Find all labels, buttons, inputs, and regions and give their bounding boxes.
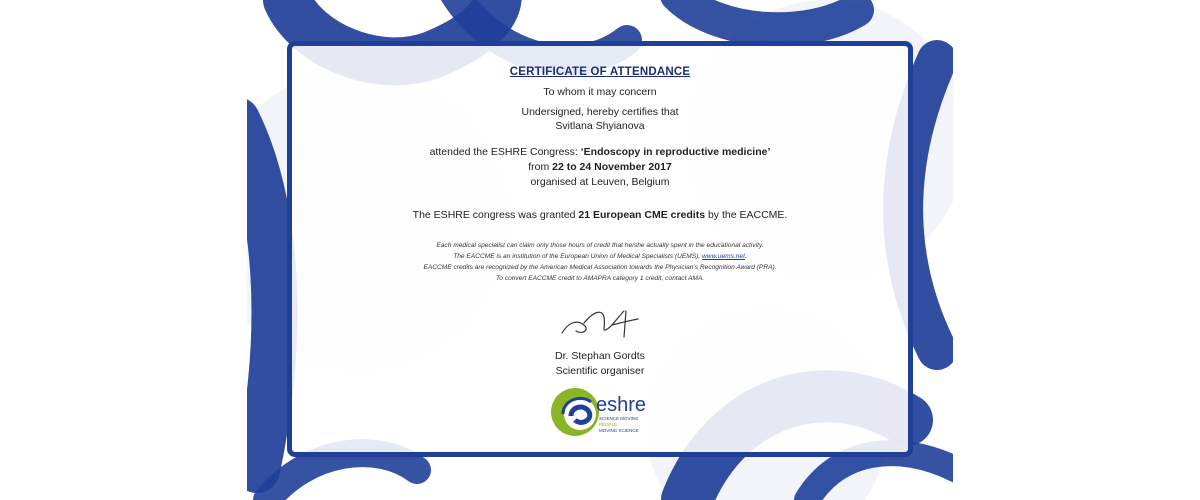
credits-prefix: The ESHRE congress was granted xyxy=(412,209,579,221)
credits-line xyxy=(292,209,908,221)
eshre-logo xyxy=(549,386,665,442)
dates-prefix: from xyxy=(528,161,553,173)
greeting: To whom it may concern xyxy=(543,86,657,98)
certificate-card xyxy=(287,41,913,457)
swirl-bottom-left xyxy=(267,453,417,500)
dates-line xyxy=(292,161,908,173)
credits-suffix: by the EACCME. xyxy=(705,209,788,221)
uems-link[interactable]: www.uems.net xyxy=(702,253,745,260)
fine-print-line-2-prefix: The EACCME is an institution of the European Union of Medical Specialists (UEMS), xyxy=(453,253,703,260)
fine-print-line-1: Each medical specialist can claim only those hours of credit that he/she actually spent in the educational activity. xyxy=(436,242,764,249)
logo-tagline-2: PEOPLE xyxy=(599,422,618,427)
congress-line xyxy=(292,146,908,158)
congress-location: organised at Leuven, Belgium xyxy=(530,176,670,188)
credits-amount: 21 European CME credits xyxy=(578,209,706,221)
congress-dates: 22 to 24 November 2017 xyxy=(552,161,672,173)
fine-print-line-2 xyxy=(292,253,908,260)
fine-print-line-3: EACCME credits are recognized by the American Medical Association towards the Physician’s Recognition Award (PRA). xyxy=(423,264,777,271)
handwritten-signature xyxy=(554,301,644,343)
logo-tagline-1: SCIENCE MOVING xyxy=(599,416,639,421)
certificate-title: CERTIFICATE OF ATTENDANCE xyxy=(509,66,691,78)
signatory-role: Scientific organiser xyxy=(555,365,645,377)
congress-name: ‘Endoscopy in reproductive medicine’ xyxy=(580,146,771,158)
logo-tagline-3: MOVING SCIENCE xyxy=(599,428,639,433)
congress-prefix: attended the ESHRE Congress: xyxy=(429,146,581,158)
attendee-name: Svitlana Shyianova xyxy=(555,120,645,132)
certification-statement: Undersigned, hereby certifies that xyxy=(521,106,679,118)
certificate-canvas xyxy=(247,0,953,500)
logo-wordmark: eshre xyxy=(596,394,647,416)
signatory-name: Dr. Stephan Gordts xyxy=(555,350,645,362)
fine-print-line-4: To convert EACCME credit to AMAPRA category 1 credit, contact AMA. xyxy=(495,275,705,282)
fine-print-line-2-suffix: . xyxy=(744,253,747,260)
